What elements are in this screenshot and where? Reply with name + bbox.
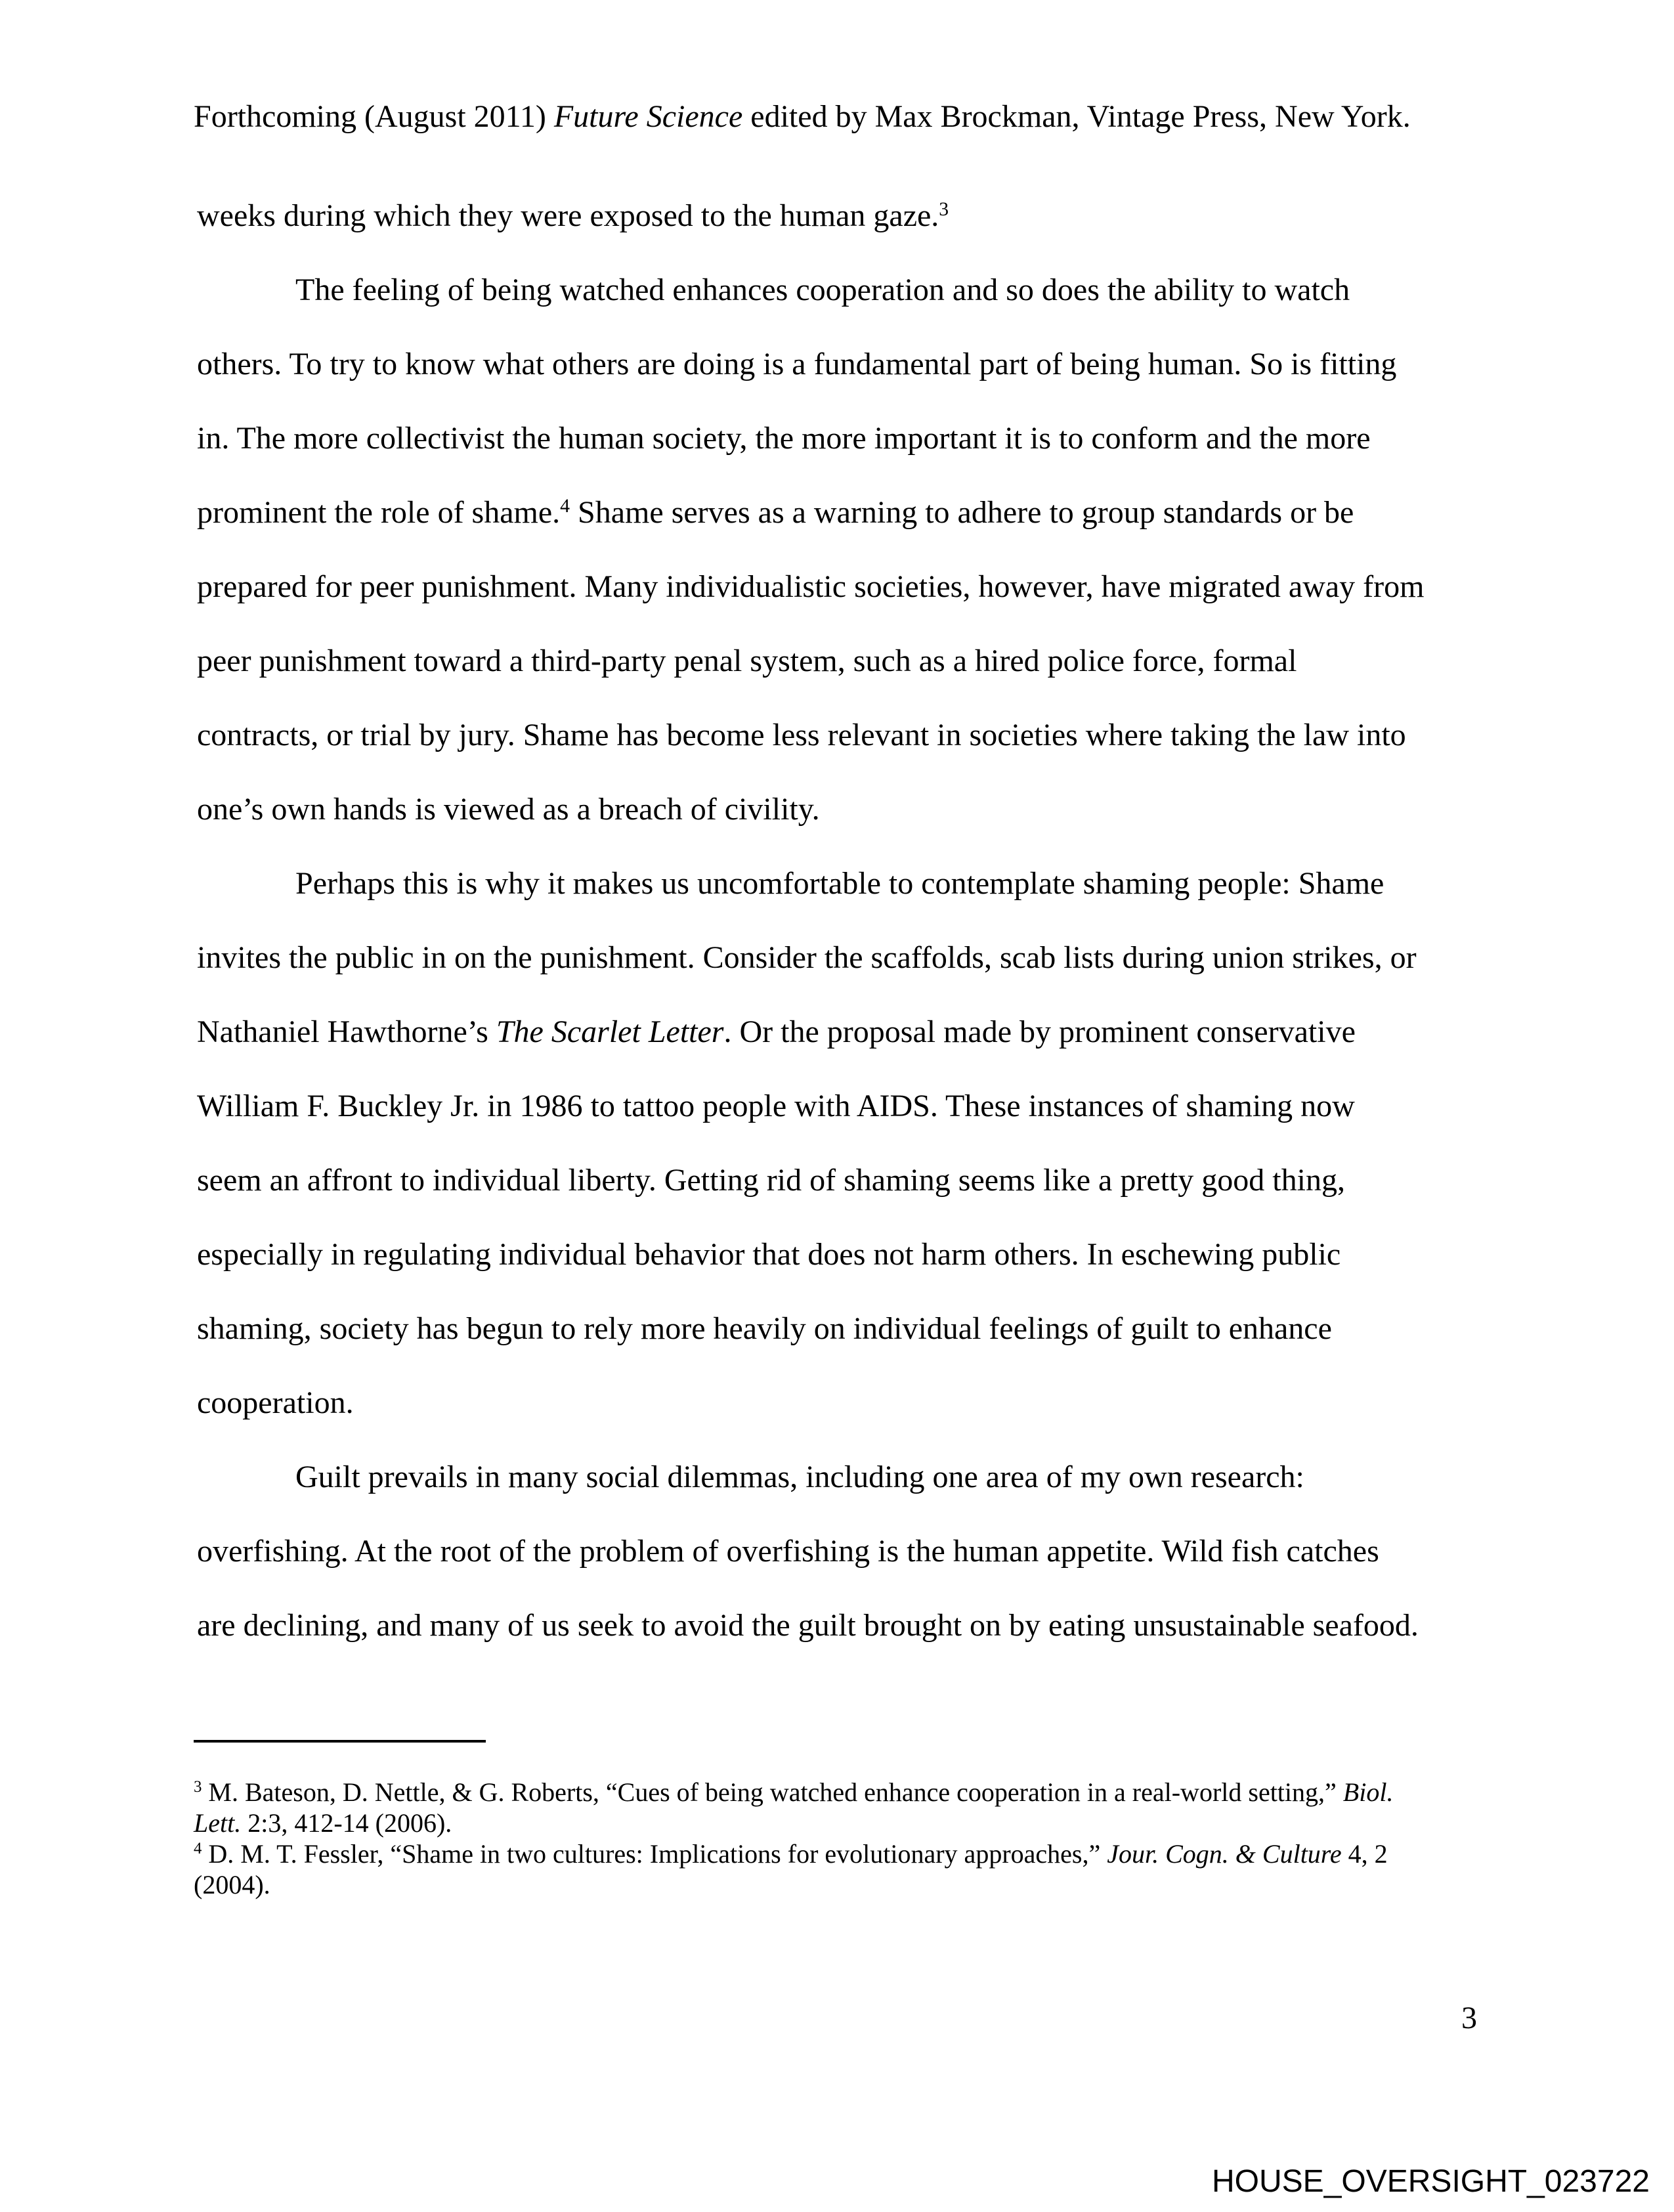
text-line	[197, 1514, 1484, 1588]
text-line	[197, 698, 1484, 772]
text-segment: cooperation.	[197, 1385, 354, 1420]
text-segment: weeks during which they were exposed to the human gaze.	[197, 198, 939, 233]
italic-text-segment: Jour. Cogn. & Culture	[1107, 1839, 1342, 1869]
text-segment: M. Bateson, D. Nettle, & G. Roberts, “Cues of being watched enhance cooperation in a real-world setting,”	[202, 1777, 1343, 1807]
text-segment: especially in regulating individual behavior that does not harm others. In eschewing public	[197, 1237, 1341, 1272]
text-line	[197, 253, 1484, 327]
text-line	[197, 1217, 1484, 1291]
text-segment: Guilt prevails in many social dilemmas, including one area of my own research:	[295, 1460, 1304, 1494]
text-segment: The feeling of being watched enhances cooperation and so does the ability to watch	[295, 272, 1350, 307]
italic-text-segment: Lett.	[194, 1808, 242, 1838]
text-segment: D. M. T. Fessler, “Shame in two cultures: Implications for evolutionary approaches,”	[202, 1839, 1107, 1869]
text-segment: are declining, and many of us seek to avoid the guilt brought on by eating unsustainable seafood.	[197, 1608, 1419, 1643]
text-segment: edited by Max Brockman, Vintage Press, New York.	[742, 99, 1411, 134]
text-line	[197, 1143, 1484, 1217]
text-segment: prominent the role of shame.	[197, 495, 561, 530]
footnote-ref: 3	[939, 198, 949, 220]
text-segment: seem an affront to individual liberty. Getting rid of shaming seems like a pretty good thing,	[197, 1163, 1345, 1198]
text-line	[197, 846, 1484, 921]
footnote-divider	[194, 1740, 486, 1743]
footnote-ref: 4	[560, 494, 570, 517]
text-segment: shaming, society has begun to rely more heavily on individual feelings of guilt to enhance	[197, 1311, 1332, 1346]
text-line	[197, 475, 1484, 550]
text-line	[197, 921, 1484, 995]
text-segment: Perhaps this is why it makes us uncomfortable to contemplate shaming people: Shame	[295, 866, 1384, 901]
text-segment: others. To try to know what others are doing is a fundamental part of being human. So is fitting	[197, 347, 1397, 381]
footnote-line	[194, 1777, 1500, 1808]
text-line	[197, 995, 1484, 1069]
paragraph	[197, 179, 1484, 253]
footnote-line	[194, 1808, 1500, 1838]
text-line	[197, 624, 1484, 698]
footnote-ref: 3	[194, 1778, 202, 1796]
footnote-line	[194, 1838, 1500, 1869]
text-segment: Nathaniel Hawthorne’s	[197, 1014, 496, 1049]
text-segment: in. The more collectivist the human society, the more important it is to conform and the more	[197, 421, 1371, 456]
text-line	[197, 1069, 1484, 1143]
italic-text-segment: Future Science	[553, 99, 743, 134]
text-segment: 2:3, 412-14 (2006).	[241, 1808, 452, 1838]
text-segment: one’s own hands is viewed as a breach of civility.	[197, 792, 820, 827]
text-line	[197, 327, 1484, 401]
text-segment: Forthcoming (August 2011)	[194, 99, 554, 134]
text-segment: 4, 2	[1341, 1839, 1388, 1869]
footnotes	[194, 1777, 1500, 1900]
text-segment: (2004).	[194, 1870, 270, 1899]
text-segment: Shame serves as a warning to adhere to group standards or be	[570, 495, 1354, 530]
footnote-line	[194, 1869, 1500, 1900]
footnote	[194, 1838, 1500, 1900]
text-line	[197, 179, 1484, 253]
text-segment: . Or the proposal made by prominent conservative	[723, 1014, 1356, 1049]
page-number: 3	[1461, 2001, 1477, 2035]
text-line	[197, 401, 1484, 475]
text-line	[197, 1366, 1484, 1440]
paragraph	[197, 846, 1484, 1440]
text-segment: overfishing. At the root of the problem of overfishing is the human appetite. Wild fish catches	[197, 1534, 1379, 1569]
footnote	[194, 1777, 1500, 1838]
text-segment: William F. Buckley Jr. in 1986 to tattoo people with AIDS. These instances of shaming now	[197, 1089, 1355, 1123]
text-line	[197, 550, 1484, 624]
text-line	[197, 1588, 1484, 1662]
text-line	[197, 772, 1484, 846]
bates-stamp: HOUSE_OVERSIGHT_023722	[1212, 2164, 1650, 2199]
paragraph	[197, 1440, 1484, 1662]
text-line	[197, 1440, 1484, 1514]
italic-text-segment: Biol.	[1342, 1777, 1394, 1807]
text-line	[197, 1291, 1484, 1366]
body-text	[197, 179, 1484, 1662]
text-segment: contracts, or trial by jury. Shame has become less relevant in societies where taking the law into	[197, 718, 1406, 752]
paragraph	[197, 253, 1484, 846]
text-segment: invites the public in on the punishment. Consider the scaffolds, scab lists during union strikes, or	[197, 940, 1417, 975]
document-header	[194, 98, 1411, 135]
footnote-ref: 4	[194, 1840, 202, 1858]
text-segment: peer punishment toward a third-party penal system, such as a hired police force, formal	[197, 643, 1297, 678]
text-segment: prepared for peer punishment. Many individualistic societies, however, have migrated away from	[197, 569, 1425, 604]
italic-text-segment: The Scarlet Letter	[496, 1014, 724, 1049]
